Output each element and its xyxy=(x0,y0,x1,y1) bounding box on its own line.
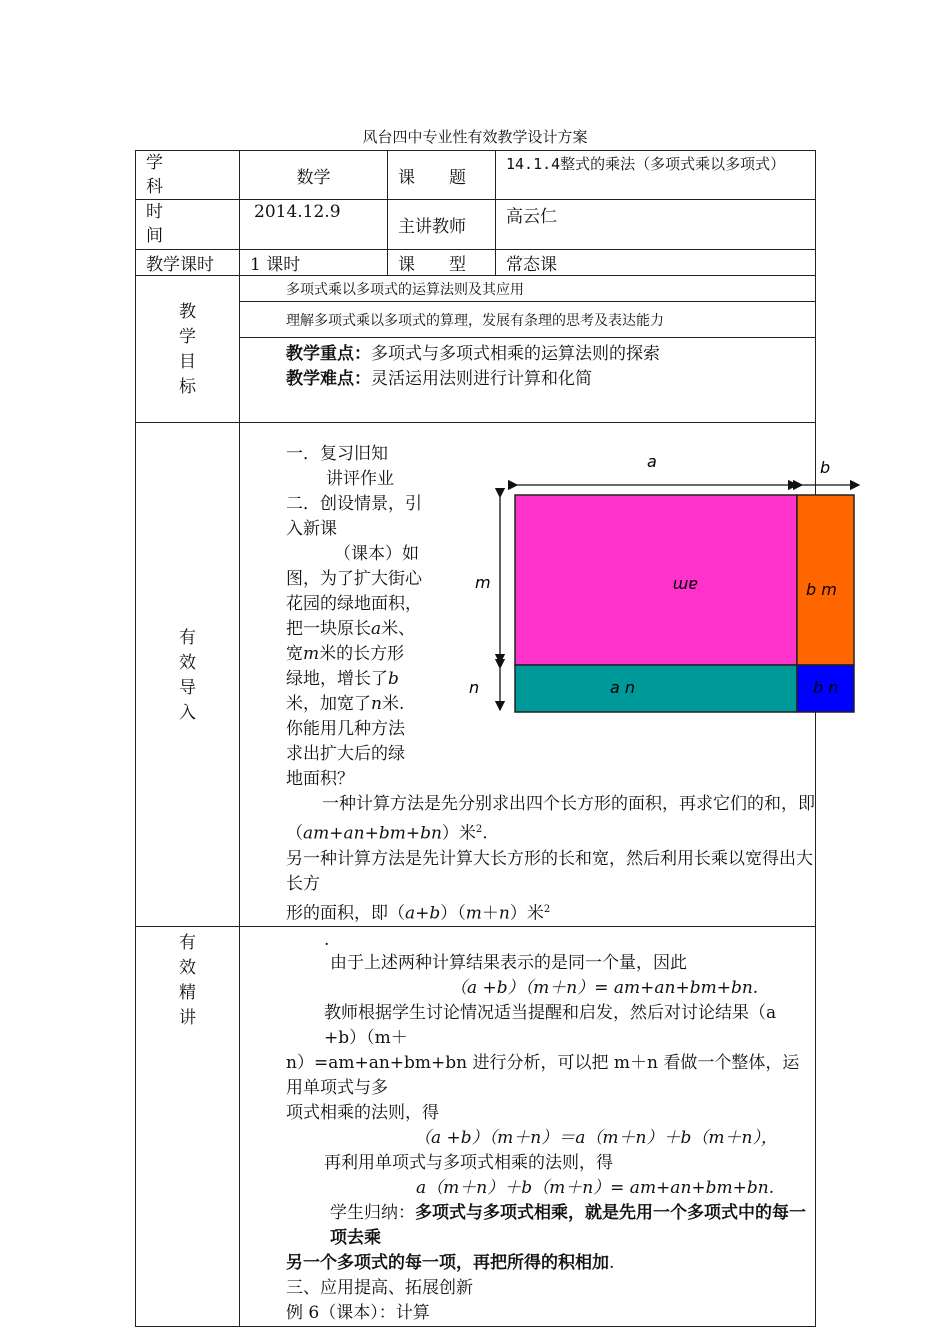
explain-label-char-4: 讲 xyxy=(179,1008,196,1029)
explain-equation-1: （a +b）（m＋n）= am+an+bm+bn. xyxy=(450,978,759,999)
key-point-text: 多项式与多项式相乘的运算法则的探索 xyxy=(371,344,660,364)
hours-value: 1 课时 xyxy=(250,255,301,275)
intro-line-1: 一．复习旧知 xyxy=(286,444,388,464)
date-value: 2014.12.9 xyxy=(254,202,341,222)
row-intro xyxy=(136,423,816,927)
row-explain xyxy=(136,927,816,1327)
intro-line-14: 地面积？ xyxy=(286,769,354,789)
label-n: n xyxy=(469,678,480,697)
lesson-plan-table xyxy=(135,150,839,1327)
intro-paragraph-1: 一种计算方法是先分别求出四个长方形的面积，再求它们的和，即 xyxy=(322,794,815,814)
difficulty-text: 灵活运用法则进行计算和化简 xyxy=(371,369,592,389)
explain-label-char-1: 有 xyxy=(179,933,196,954)
label-m: m xyxy=(475,573,491,592)
document-title: 风台四中专业性有效教学设计方案 xyxy=(362,128,588,146)
objectives-label-char-2: 学 xyxy=(179,327,196,347)
intro-paragraph-2: 另一种计算方法是先计算大长方形的长和宽，然后利用长乘以宽得出大长方 xyxy=(286,848,813,894)
explain-label-cell xyxy=(136,927,240,1327)
explain-equation-3: a（m＋n）＋b（m＋n）= am+an+bm+bn. xyxy=(416,1178,775,1199)
row-hours xyxy=(136,250,816,276)
topic-label: 课 题 xyxy=(398,167,466,188)
area-bn-label: b n xyxy=(813,678,839,697)
intro-label-char-1: 有 xyxy=(179,627,196,648)
subject-label-char-1: 学 xyxy=(146,153,163,173)
objectives-label-char-1: 教 xyxy=(179,302,196,322)
teacher-label: 主讲教师 xyxy=(398,217,466,237)
explain-line-5: 再利用单项式与多项式相乘的法则，得 xyxy=(324,1153,613,1174)
intro-label-cell xyxy=(136,423,240,927)
type-label-cell xyxy=(388,250,496,276)
explain-line-4: 项式相乘的法则，得 xyxy=(286,1103,439,1124)
hours-label: 教学课时 xyxy=(146,255,214,275)
row-objective-1 xyxy=(136,276,816,302)
intro-label-char-4: 入 xyxy=(179,702,196,723)
topic-label-cell xyxy=(388,151,496,200)
area-am-label: am xyxy=(672,576,698,595)
time-label-char-1: 时 xyxy=(146,202,163,222)
explain-line-6: 三、应用提高、拓展创新 xyxy=(286,1278,473,1299)
date-cell xyxy=(240,200,388,250)
intro-paragraph-1b: （am+an+bm+bn）米$^2$. xyxy=(286,823,488,844)
intro-line-6: 图，为了扩大街心 xyxy=(286,569,422,589)
difficulty-label: 教学难点： xyxy=(286,369,371,389)
objectives-label-cell xyxy=(136,276,240,423)
area-an-rect xyxy=(515,665,797,712)
time-label-cell xyxy=(136,200,240,250)
intro-line-8: 把一块原长a米、 xyxy=(286,619,416,639)
intro-line-2: 讲评作业 xyxy=(326,469,394,489)
topic-value-cell xyxy=(496,151,816,200)
intro-line-11: 米，加宽了n米. xyxy=(286,694,405,714)
area-diagram xyxy=(462,455,892,745)
area-bm-label: b m xyxy=(806,580,837,599)
type-value-cell xyxy=(496,250,816,276)
type-label: 课 型 xyxy=(398,255,466,275)
subject-label-cell xyxy=(136,151,240,200)
type-value: 常态课 xyxy=(506,255,557,275)
intro-line-7: 花园的绿地面积， xyxy=(286,594,422,614)
intro-line-5: （课本）如 xyxy=(334,544,419,564)
label-b: b xyxy=(820,458,831,477)
row-time xyxy=(136,200,816,250)
intro-line-9: 宽m米的长方形 xyxy=(286,644,405,664)
intro-content-cell xyxy=(240,423,839,927)
hours-value-cell xyxy=(240,250,388,276)
explain-label-char-3: 精 xyxy=(179,983,196,1004)
subject-label-char-2: 科 xyxy=(146,177,163,197)
explain-summary-1: 学生归纳：多项式与多项式相乘，就是先用一个多项式中的每一项去乘 xyxy=(330,1203,806,1249)
intro-label-char-2: 效 xyxy=(179,652,196,673)
teacher-label-cell xyxy=(388,200,496,250)
intro-line-12: 你能用几种方法 xyxy=(286,719,405,739)
label-a: a xyxy=(647,455,657,471)
area-am-rect xyxy=(515,495,797,665)
objective-1: 多项式乘以多项式的运算法则及其应用 xyxy=(286,281,524,298)
objective-2-cell xyxy=(240,302,816,338)
explain-content-cell xyxy=(240,927,816,1327)
intro-line-13: 求出扩大后的绿 xyxy=(286,744,405,764)
topic-value: 14.1.4整式的乘法（多项式乘以多项式） xyxy=(506,155,786,173)
intro-line-10: 绿地，增长了b xyxy=(286,669,399,689)
area-an-label: a n xyxy=(610,678,636,697)
teacher-value: 高云仁 xyxy=(506,207,557,227)
explain-line-2: 教师根据学生讨论情况适当提醒和启发，然后对讨论结果（a +b）（m＋ xyxy=(324,1003,777,1049)
teacher-value-cell xyxy=(496,200,816,250)
explain-line-7: 例 6（课本）：计算 xyxy=(286,1303,430,1324)
explain-line-1: 由于上述两种计算结果表示的是同一个量，因此 xyxy=(330,953,687,974)
explain-dot: . xyxy=(324,930,330,951)
key-point-label: 教学重点： xyxy=(286,344,371,364)
intro-paragraph-3: 形的面积，即（a+b）（m＋n）米$^2$ xyxy=(286,903,551,924)
explain-line-3: n）=am+an+bm+bn 进行分析，可以把 m＋n 看做一个整体，运用单项式与多 xyxy=(286,1053,800,1099)
objective-1-cell xyxy=(240,276,816,302)
key-points-cell xyxy=(240,338,816,423)
objective-2: 理解多项式乘以多项式的算理，发展有条理的思考及表达能力 xyxy=(286,312,664,329)
intro-line-3: 二．创设情景，引 xyxy=(286,494,422,514)
intro-label-char-3: 导 xyxy=(179,677,196,698)
subject-value-cell xyxy=(240,151,388,200)
hours-label-cell xyxy=(136,250,240,276)
explain-equation-2: （a +b）（m＋n）＝a（m＋n）＋b（m＋n）， xyxy=(414,1128,778,1149)
objectives-label-char-4: 标 xyxy=(179,377,196,397)
intro-line-4: 入新课 xyxy=(286,519,337,539)
explain-summary-2: 另一个多项式的每一项，再把所得的积相加. xyxy=(286,1253,615,1274)
intro-side-text xyxy=(286,442,456,792)
time-label-char-2: 间 xyxy=(146,226,163,246)
objectives-label-char-3: 目 xyxy=(179,352,196,372)
row-subject xyxy=(136,151,816,200)
explain-label-char-2: 效 xyxy=(179,958,196,979)
subject-value: 数学 xyxy=(296,167,331,188)
